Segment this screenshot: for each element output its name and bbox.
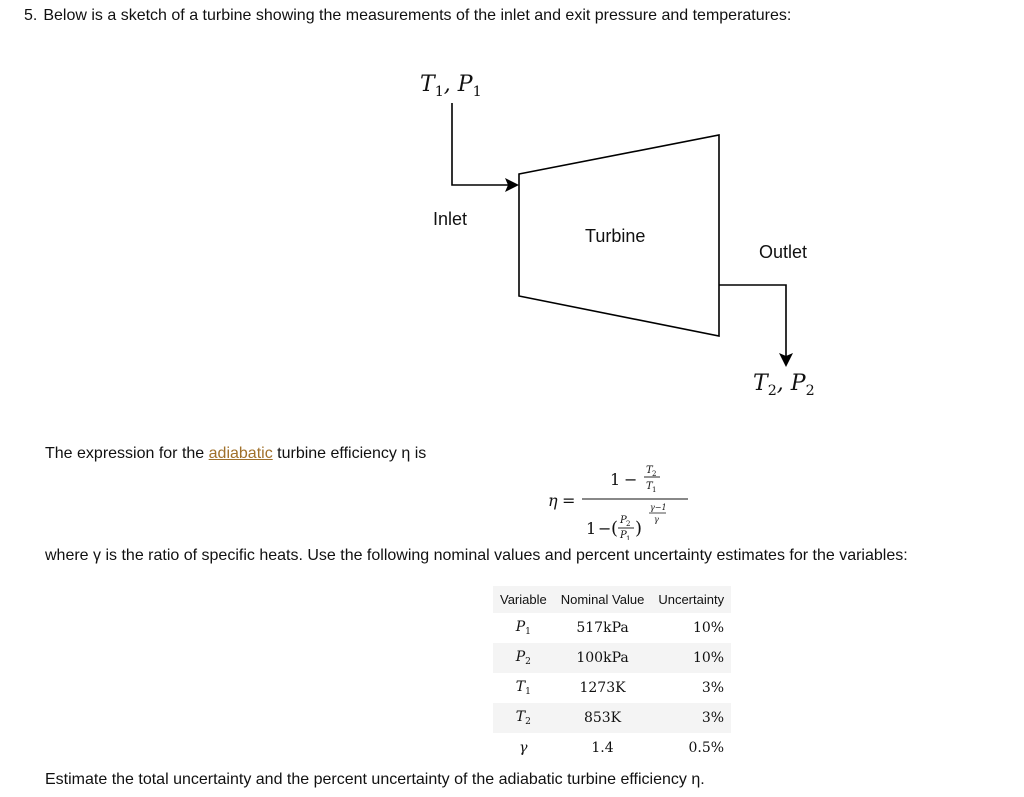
row-nominal: 853K: [554, 703, 652, 733]
row-uncertainty: 10%: [692, 620, 725, 636]
svg-text:η: η: [548, 491, 558, 510]
svg-text:1: 1: [586, 519, 597, 538]
outlet-label: Outlet: [759, 242, 808, 262]
svg-text:γ−1: γ−1: [650, 503, 667, 512]
adiabatic-link[interactable]: adiabatic: [208, 445, 273, 462]
row-nominal: 1.4: [591, 740, 614, 756]
inlet-flow-line: [452, 103, 510, 185]
row-uncertainty: 10%: [651, 643, 731, 673]
row-uncertainty: 3%: [701, 680, 725, 696]
svg-text:γ: γ: [654, 515, 659, 524]
svg-text:P: P: [620, 530, 627, 540]
svg-text:1: 1: [626, 535, 631, 540]
svg-text:1: 1: [610, 470, 621, 489]
inlet-label: Inlet: [433, 209, 468, 229]
header-variable: Variable: [493, 586, 554, 613]
svg-text:T: T: [646, 481, 653, 492]
expression-suffix: turbine efficiency η is: [277, 445, 427, 462]
row-nominal: 517kPa: [576, 620, 629, 636]
row-variable: $P_2$: [493, 643, 554, 673]
header-nominal-value: Nominal Value: [554, 586, 652, 613]
row-uncertainty: 0.5%: [688, 740, 725, 756]
inlet-measurements: $T_1$, $P_1$: [420, 72, 482, 100]
svg-text:1: 1: [652, 486, 657, 494]
where-text: where γ is the ratio of specific heats. Use the following nominal values and percent uncertainty estimates for the variables:: [45, 547, 908, 564]
svg-text:): ): [635, 518, 643, 539]
svg-text:−: −: [624, 470, 638, 489]
values-table: [493, 586, 731, 763]
turbine-label: Turbine: [585, 226, 646, 246]
outlet-flow-line: [719, 285, 786, 356]
efficiency-formula: [540, 458, 700, 540]
svg-text:(: (: [611, 518, 619, 539]
row-variable: $T_1$: [515, 678, 531, 698]
table-header-row: [493, 586, 731, 613]
table-row: [493, 703, 731, 733]
question-number: 5.: [24, 7, 38, 24]
outlet-measurements: $T_2$, $P_2$: [753, 371, 815, 399]
svg-text:−: −: [598, 519, 612, 538]
table-row: [493, 613, 731, 643]
row-variable: $T_2$: [493, 703, 554, 733]
expression-sentence: [45, 445, 426, 463]
svg-text:2: 2: [626, 520, 631, 528]
svg-text:T: T: [646, 465, 653, 476]
table-row: [493, 673, 731, 703]
row-variable: $P_1$: [515, 618, 531, 638]
svg-text:=: =: [562, 491, 576, 510]
row-nominal: 1273K: [579, 680, 626, 696]
row-variable: γ: [519, 740, 528, 756]
question-intro-text: Below is a sketch of a turbine showing the measurements of the inlet and exit pressure and temperatures:: [43, 7, 792, 24]
final-instruction: Estimate the total uncertainty and the percent uncertainty of the adiabatic turbine efficiency η.: [45, 771, 705, 788]
table-row: [493, 643, 731, 673]
svg-text:2: 2: [652, 470, 657, 478]
table-row: [493, 733, 731, 763]
row-nominal: 100kPa: [554, 643, 652, 673]
svg-text:P: P: [620, 515, 627, 526]
expression-prefix: The expression for the: [45, 445, 205, 462]
row-uncertainty: 3%: [651, 703, 731, 733]
header-uncertainty: Uncertainty: [651, 586, 731, 613]
